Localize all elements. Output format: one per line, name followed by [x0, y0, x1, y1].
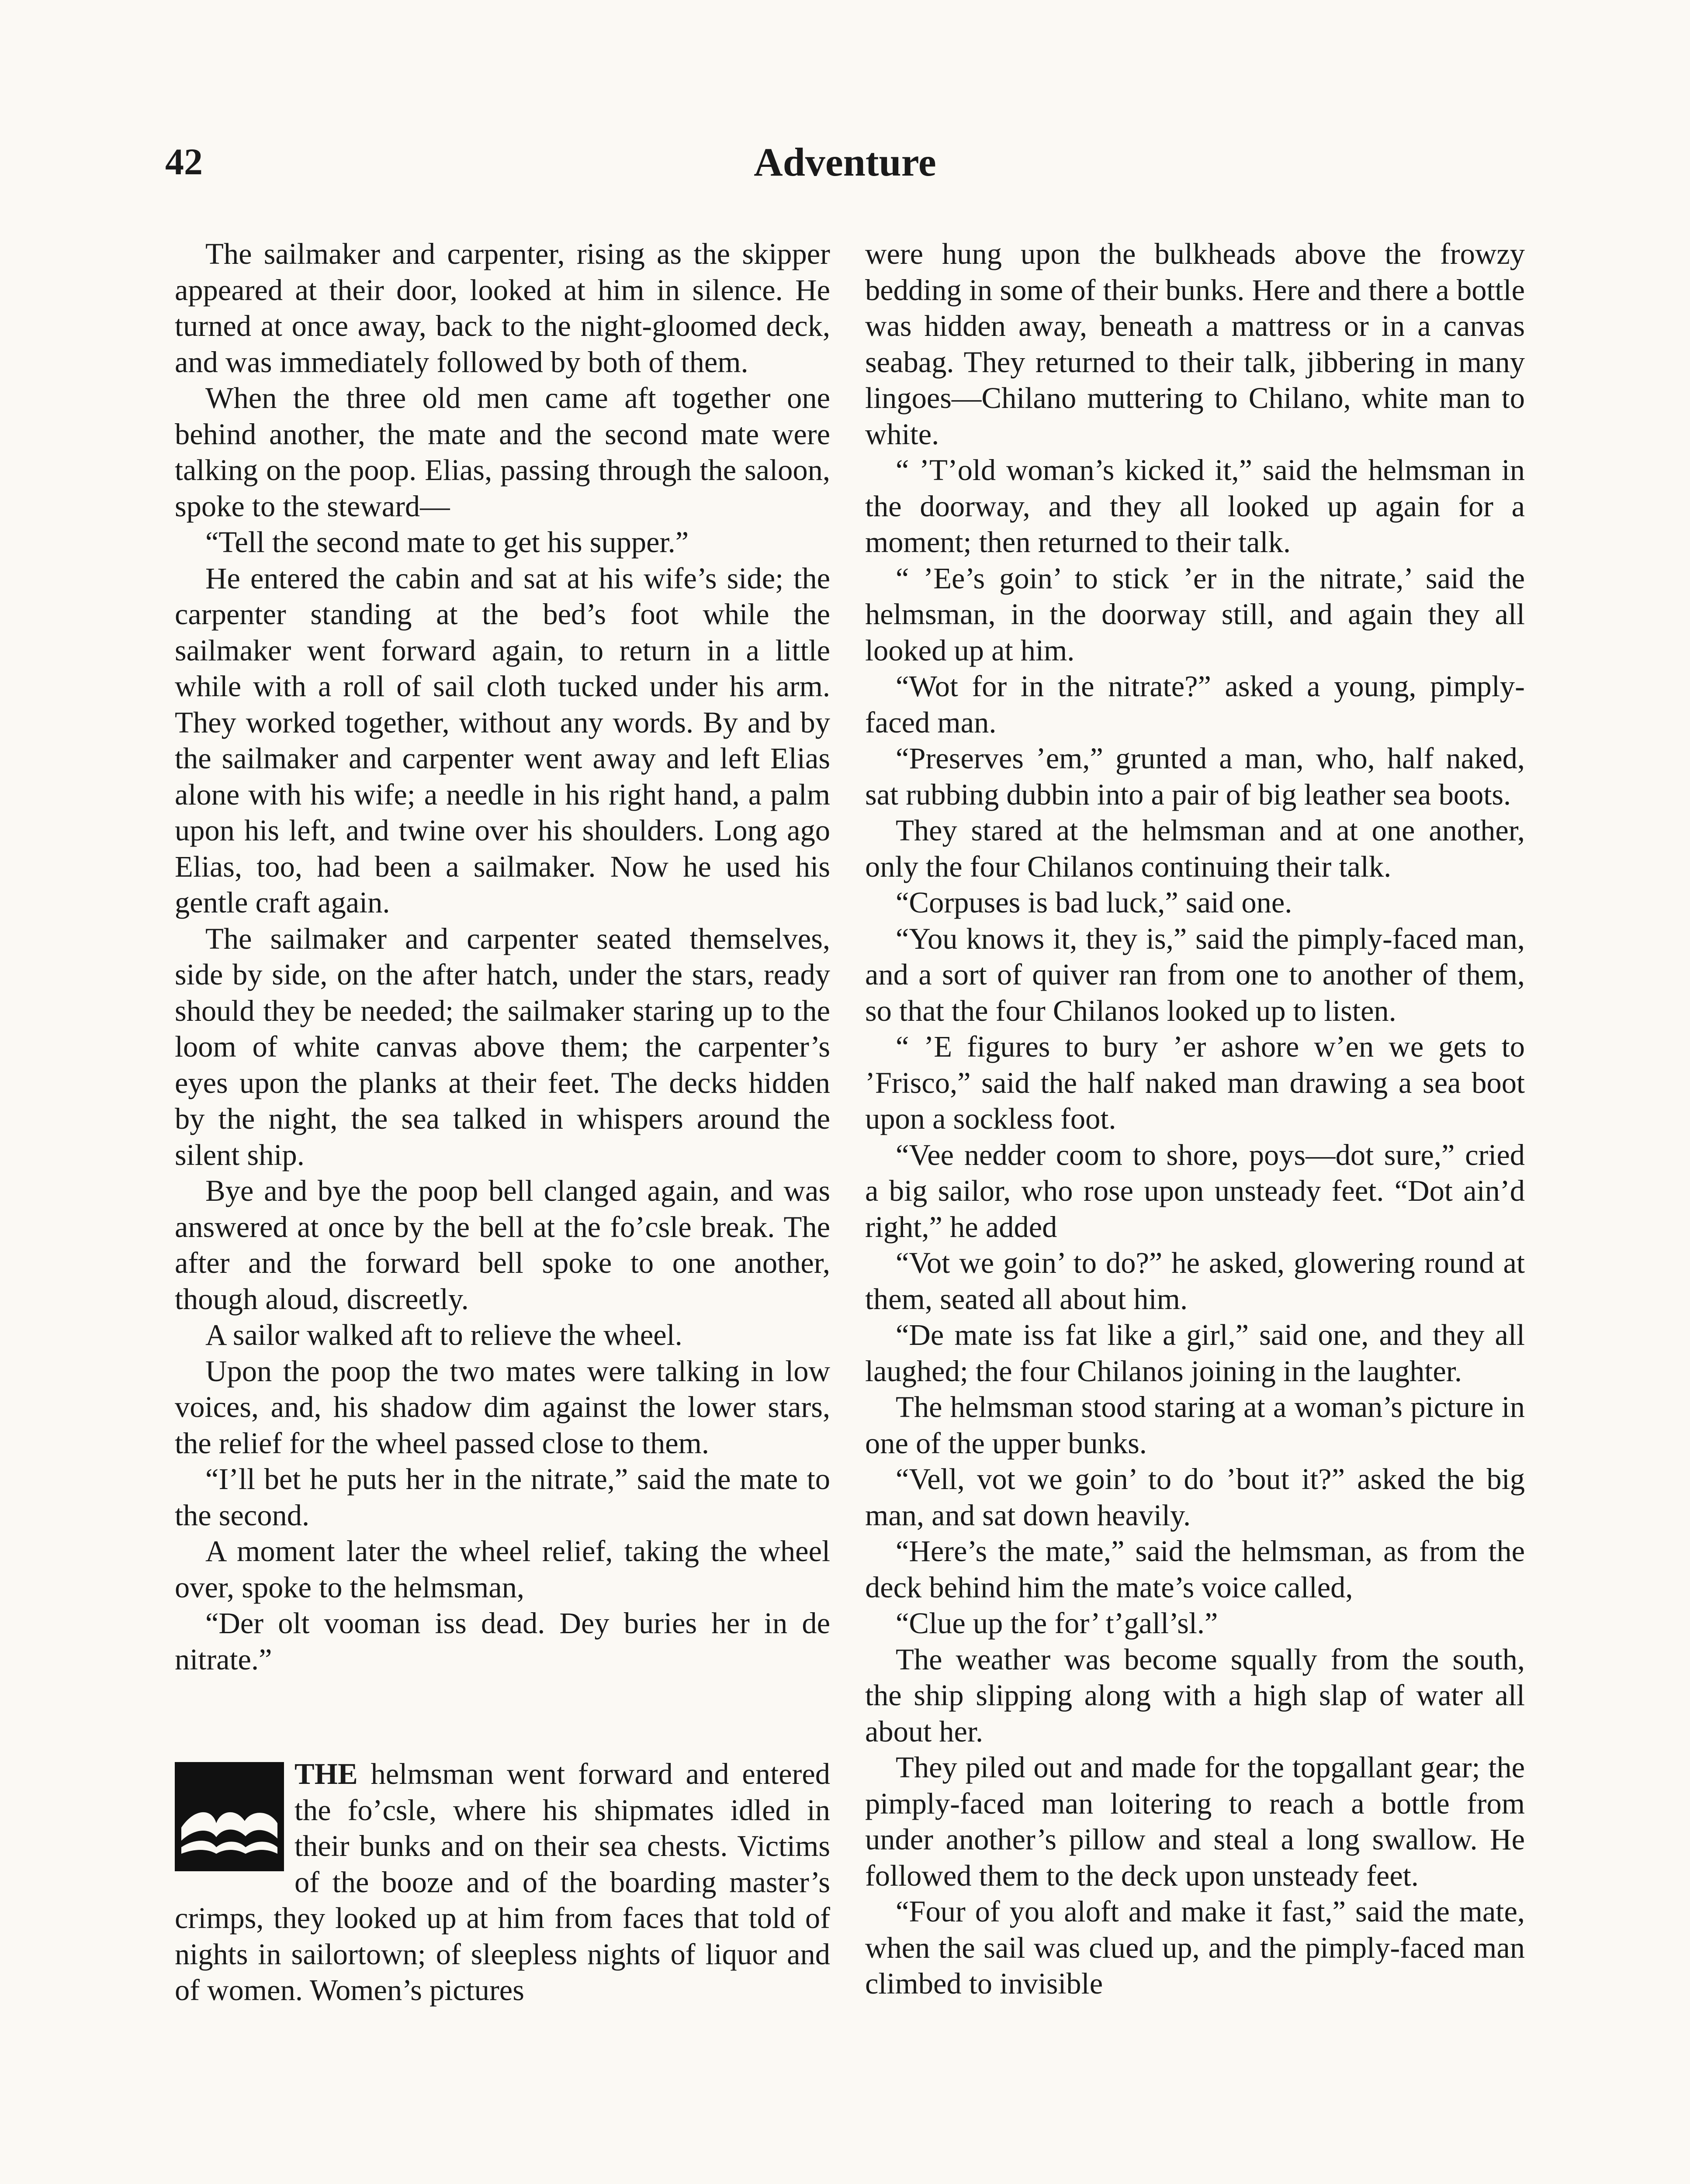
paragraph: “ ’Ee’s goin’ to stick ’er in the nitrate,’ said the helmsman, in the doorway still, and again they all looked up at him.: [865, 561, 1525, 667]
paragraph: “Here’s the mate,” said the helmsman, as from the deck behind him the mate’s voice called,: [865, 1534, 1525, 1604]
paragraph: A moment later the wheel relief, taking the wheel over, spoke to the helmsman,: [175, 1534, 830, 1604]
left-column: [175, 236, 830, 2184]
right-column: [865, 236, 1525, 2184]
running-head: Adventure: [754, 140, 936, 184]
paragraph: “Tell the second mate to get his supper.”: [205, 525, 689, 559]
paragraph: “Vot we goin’ to do?” he asked, glowering round at them, seated all about him.: [865, 1246, 1525, 1316]
paragraph: “ ’T’old woman’s kicked it,” said the helmsman in the doorway, and they all looked up again for a moment; then returned to their talk.: [865, 453, 1525, 559]
paragraph: “You knows it, they is,” said the pimply-faced man, and a sort of quiver ran from one to another of them, so that the four Chilanos looked up to listen.: [865, 922, 1525, 1027]
paragraph: “ ’E figures to bury ’er ashore w’en we gets to ’Frisco,” said the half naked man drawing a sea boot upon a sockless foot.: [865, 1030, 1525, 1135]
paragraph: “Wot for in the nitrate?” asked a young, pimply-faced man.: [865, 670, 1525, 739]
paragraph: “De mate iss fat like a girl,” said one, and they all laughed; the four Chilanos joining in the laughter.: [865, 1318, 1525, 1388]
lead-word: THE: [294, 1757, 358, 1790]
paragraph: They piled out and made for the topgallant gear; the pimply-faced man loitering to reach a bottle from under another’s pillow and steal a long swallow. He followed them to the deck upon unsteady feet.: [865, 1751, 1525, 1892]
paragraph: “Four of you aloft and make it fast,” said the mate, when the sail was clued up, and the pimply-faced man climbed to invisible: [865, 1895, 1525, 2000]
paragraph: A sailor walked aft to relieve the wheel.: [205, 1318, 682, 1351]
paragraph: “Der olt vooman iss dead. Dey buries her in de nitrate.”: [175, 1607, 830, 1676]
paragraph: “Preserves ’em,” grunted a man, who, half naked, sat rubbing dubbin into a pair of big leather sea boots.: [865, 742, 1525, 811]
paragraph: The sailmaker and carpenter seated themselves, side by side, on the after hatch, under the stars, ready should they be needed; the sailmaker staring up to the loom of white canvas above them; the carpenter’s eyes upon the planks at their feet. The decks hidden by the night, the sea talked in whispers around the silent ship.: [175, 922, 830, 1171]
paragraph: The sailmaker and carpenter, rising as the skipper appeared at their door, looked at him in silence. He turned at once away, back to the night-gloomed deck, and was immediately followed by both of them.: [175, 237, 830, 379]
paragraph: Bye and bye the poop bell clanged again, and was answered at once by the bell at the fo’csle break. The after and the forward bell spoke to one another, though aloud, discreetly.: [175, 1174, 830, 1316]
paragraph: were hung upon the bulkheads above the frowzy bedding in some of their bunks. Here and there a bottle was hidden away, beneath a mattress or in a canvas seabag. They returned to their talk, jibbering in many lingoes—Chilano muttering to Chilano, white man to white.: [865, 237, 1525, 451]
wave-ornament-icon: [175, 1762, 284, 1871]
paragraph: He entered the cabin and sat at his wife’s side; the carpenter standing at the bed’s foot while the sailmaker went forward again, to return in a little while with a roll of sail cloth tucked under his arm. They worked together, without any words. By and by the sailmaker and carpenter went away and left Elias alone with his wife; a needle in his right hand, a palm upon his left, and twine over his shoulders. Long ago Elias, too, had been a sailmaker. Now he used his gentle craft again.: [175, 561, 830, 919]
paragraph: “I’ll bet he puts her in the nitrate,” said the mate to the second.: [175, 1462, 830, 1532]
paragraph: “Vell, vot we goin’ to do ’bout it?” asked the big man, and sat down heavily.: [865, 1462, 1525, 1532]
section-opening-text: helmsman went forward and entered the fo’csle, where his shipmates idled in their bunks and on their sea chests. Victims of the booze and of the boarding master’s crimps, they looked up at him from faces that told of nights in sailortown; of sleepless nights of liquor and of women. Women’s pictures: [175, 1757, 830, 2007]
paragraph: When the three old men came aft together one behind another, the mate and the second mate were talking on the poop. Elias, passing through the saloon, spoke to the steward—: [175, 381, 830, 523]
paragraph: “Clue up the for’ t’gall’sl.”: [896, 1607, 1218, 1640]
paragraph: The weather was become squally from the south, the ship slipping along with a high slap of water all about her.: [865, 1642, 1525, 1748]
section-opening-paragraph: [175, 1756, 830, 2008]
paragraph: “Vee nedder coom to shore, poys—dot sure,” cried a big sailor, who rose upon unsteady feet. “Dot ain’d right,” he added: [865, 1138, 1525, 1244]
section-break: [175, 1677, 830, 1756]
page-number: 42: [165, 141, 203, 183]
paragraph: “Corpuses is bad luck,” said one.: [896, 886, 1292, 919]
paragraph: They stared at the helmsman and at one another, only the four Chilanos continuing their talk.: [865, 814, 1525, 883]
paragraph: Upon the poop the two mates were talking in low voices, and, his shadow dim against the lower stars, the relief for the wheel passed close to them.: [175, 1354, 830, 1460]
paragraph: The helmsman stood staring at a woman’s picture in one of the upper bunks.: [865, 1390, 1525, 1460]
